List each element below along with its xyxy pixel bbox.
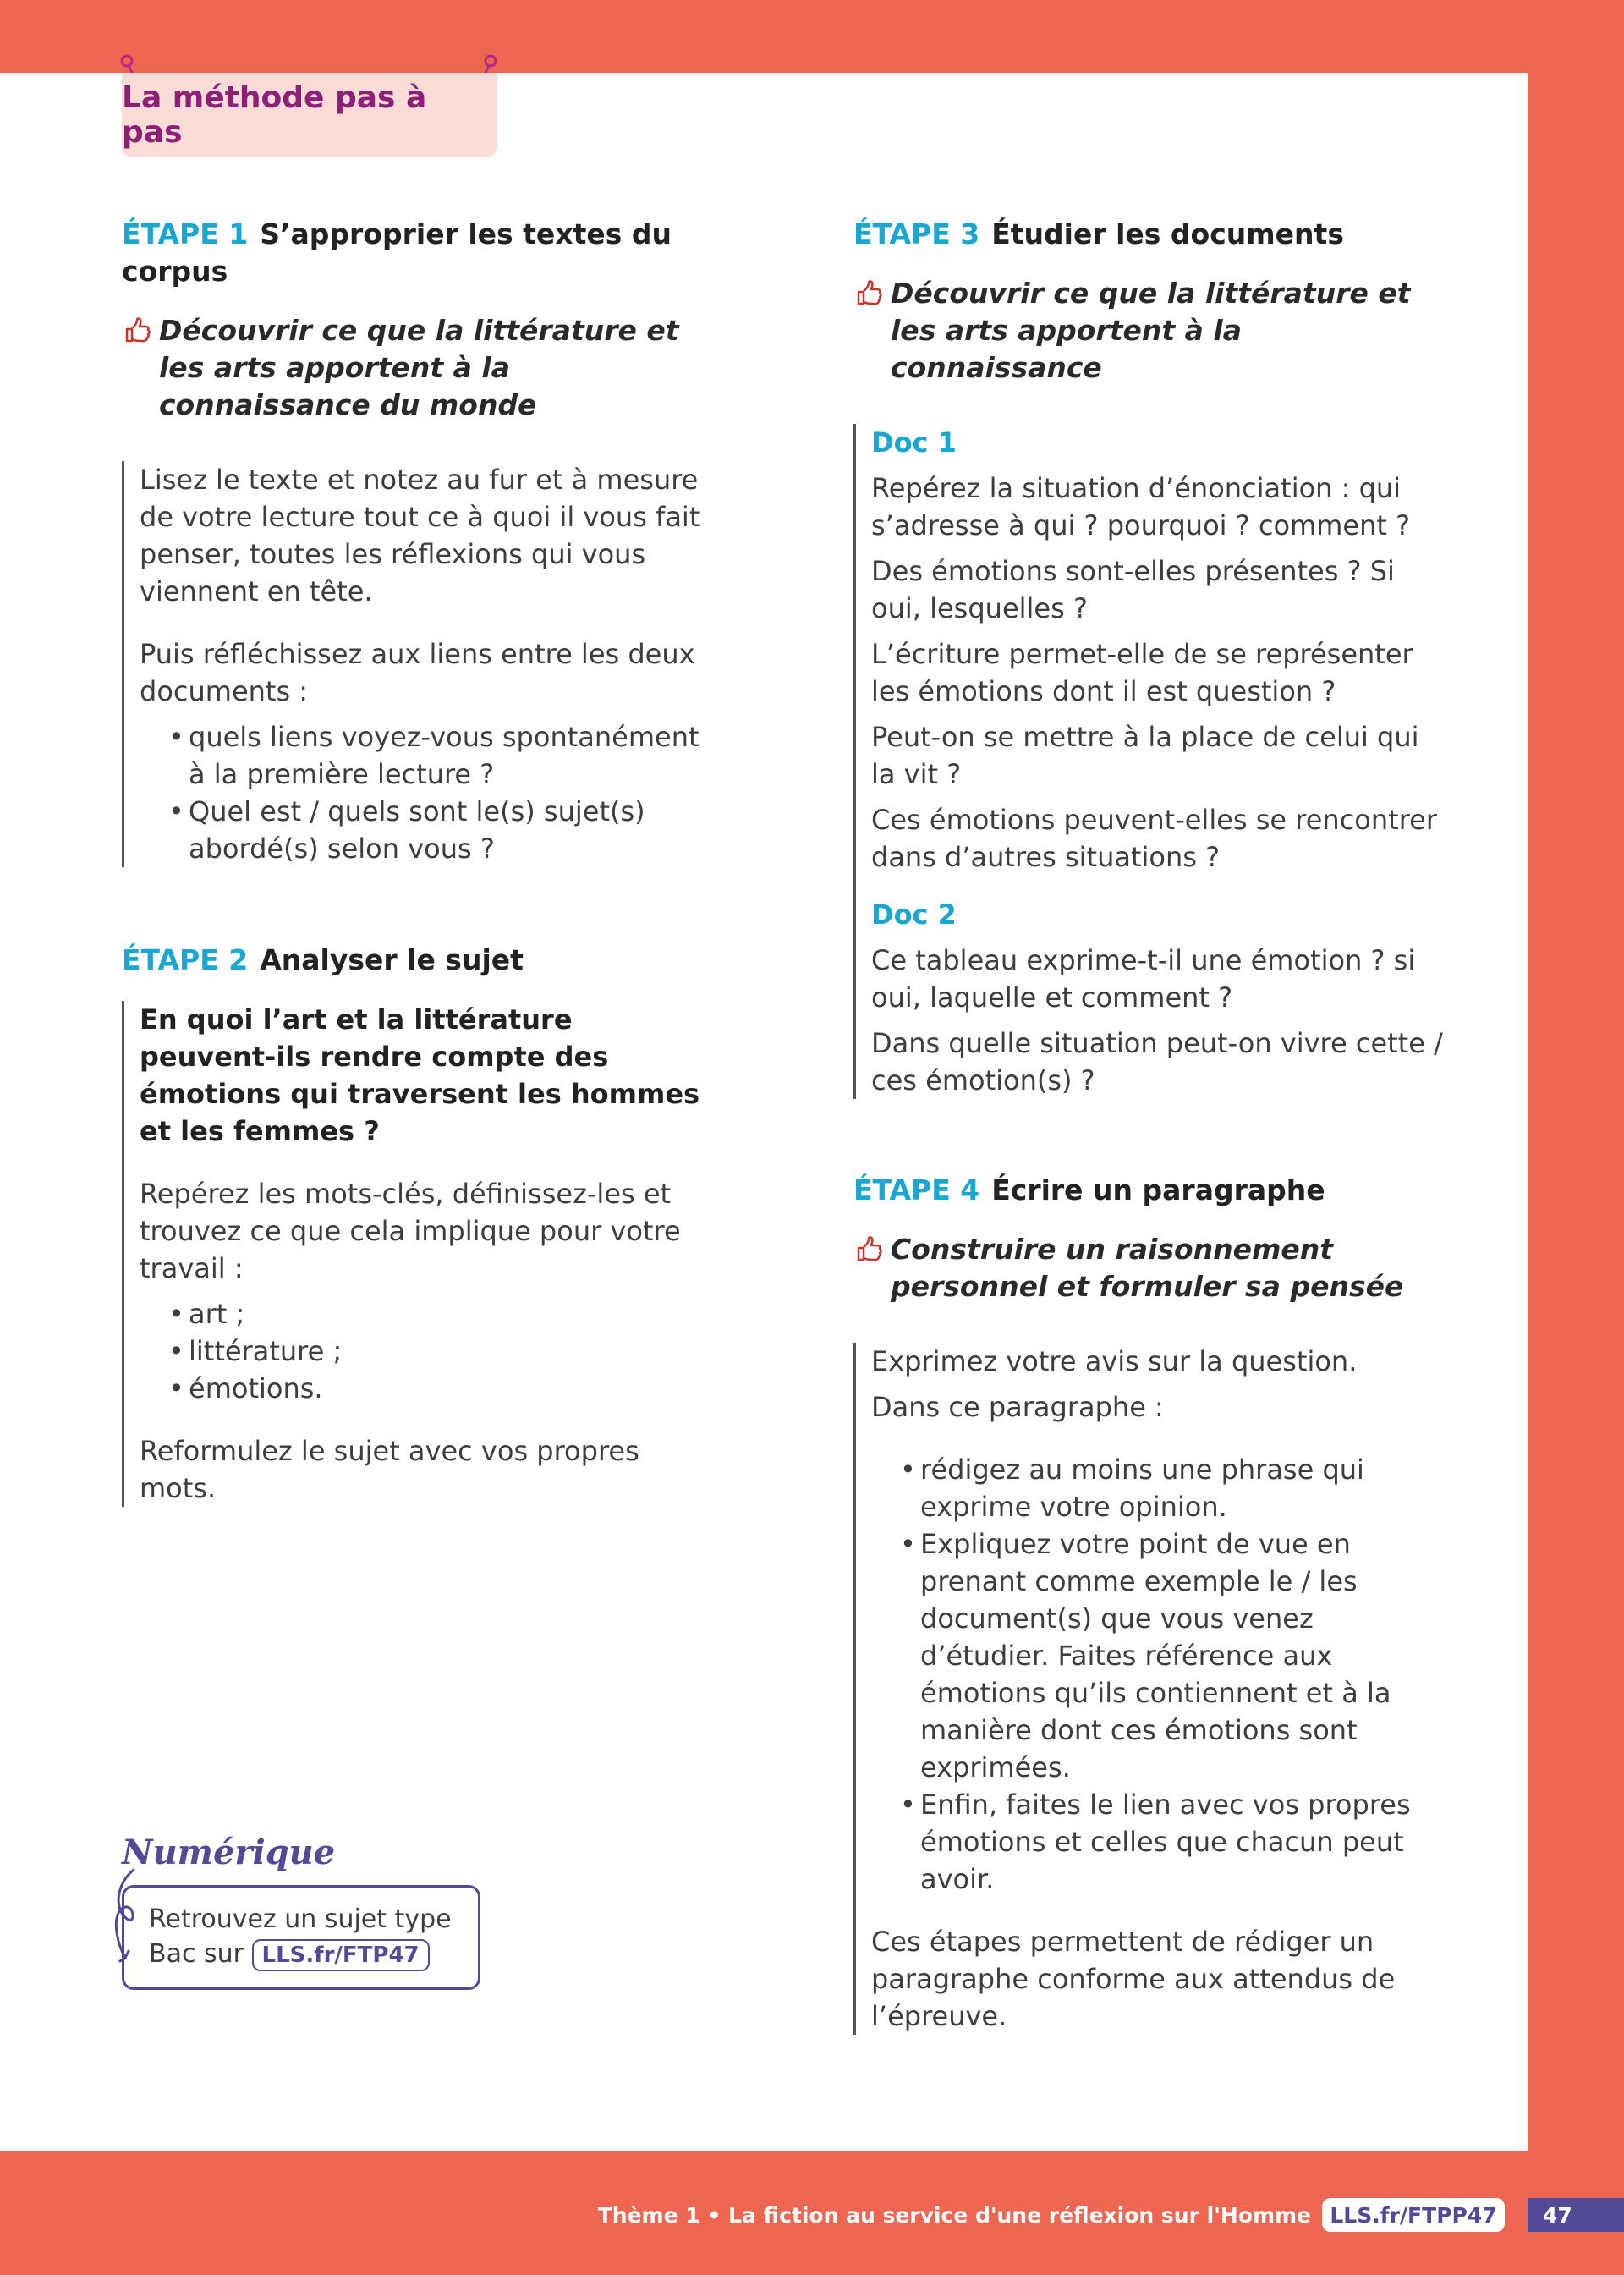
list-item: • rédigez au moins une phrase qui exprime votre opinion. (871, 1451, 1446, 1525)
step2-paragraph: Reformulez le sujet avec vos propres mots. (140, 1435, 639, 1504)
step1-title: S’approprier les textes du corpus (122, 217, 672, 288)
list-item: • art ; (140, 1295, 714, 1333)
doc1-question: Ces émotions peuvent-elles se rencontrer dans d’autres situations ? (871, 804, 1437, 873)
step1-block (122, 461, 714, 867)
list-item: • quels liens voyez-vous spontanément à la première lecture ? (140, 718, 714, 793)
step3-block (853, 424, 1446, 1099)
step2-label: ÉTAPE 2 (122, 943, 249, 976)
step4-title: Écrire un paragraphe (991, 1173, 1325, 1206)
footer (0, 2151, 1624, 2275)
page-number: 47 (1528, 2198, 1624, 2232)
list-item: • Expliquez votre point de vue en prenant comme exemple le / les document(s) que vous venez d’étudier. Faites référence aux émotions qu’ils contiennent et à la manière dont ces émotions sont exprimées. (871, 1525, 1446, 1786)
step4-paragraph: Ces étapes permettent de rédiger un paragraphe conforme aux attendus de l’épreuve. (871, 1926, 1396, 2032)
doc1-label: Doc 1 (871, 426, 957, 459)
step2-block (122, 1001, 714, 1507)
list-item: • émotions. (140, 1370, 714, 1407)
doc1-question: Peut-on se mettre à la place de celui qui la vit ? (871, 721, 1419, 790)
step4-paragraph: Exprimez votre avis sur la question. (871, 1345, 1358, 1377)
numerique-line2 (149, 1937, 452, 1971)
step1-objective-text: Découvrir ce que la littérature et les arts apportent à la connaissance du monde (159, 314, 679, 421)
thumbs-up-icon (853, 278, 884, 309)
numerique-box (108, 1833, 480, 1993)
step4-label: ÉTAPE 4 (853, 1173, 980, 1206)
step2-heading (122, 942, 714, 979)
step2-list (140, 1295, 714, 1407)
doc2-question: Dans quelle situation peut-on vivre cette / ces émotion(s) ? (871, 1027, 1443, 1096)
numerique-text (149, 1902, 452, 1971)
step1-list (140, 718, 714, 867)
step1-heading (122, 216, 714, 290)
step3-objective (853, 275, 1446, 387)
doc1-question: Repérez la situation d’énonciation : qui s’adresse à qui ? pourquoi ? comment ? (871, 472, 1411, 541)
step1-label: ÉTAPE 1 (122, 217, 249, 250)
step3-title: Étudier les documents (991, 217, 1344, 250)
footer-theme: Thème 1 • La fiction au service d'une réflexion sur l'Homme (597, 2203, 1311, 2228)
step4-objective-text: Construire un raisonnement personnel et formuler sa pensée (891, 1233, 1404, 1303)
footer-link[interactable]: LLS.fr/FTPP47 (1322, 2198, 1505, 2232)
step3-heading (853, 216, 1446, 253)
thumbs-up-icon (853, 1234, 884, 1265)
step4-paragraph: Dans ce paragraphe : (871, 1391, 1164, 1423)
right-column (853, 216, 1446, 2035)
doc2-question: Ce tableau exprime-t-il une émotion ? si oui, laquelle et comment ? (871, 944, 1416, 1014)
step1-paragraph: Puis réfléchissez aux liens entre les deux documents : (140, 638, 695, 707)
curl-icon (108, 1866, 142, 1968)
step2-title: Analyser le sujet (260, 943, 524, 976)
left-column (122, 216, 714, 1507)
method-tab (122, 73, 497, 157)
doc2-label: Doc 2 (871, 898, 957, 931)
step1-objective (122, 312, 714, 424)
numerique-title: Numérique (122, 1833, 336, 1872)
method-title: La méthode pas à pas (122, 80, 427, 150)
step4-objective (853, 1231, 1446, 1305)
step4-block (853, 1343, 1446, 2035)
step4-list (871, 1451, 1446, 1898)
step2-paragraph: Repérez les mots-clés, définissez-les et trouvez ce que cela implique pour votre travail : (140, 1178, 681, 1284)
step3-label: ÉTAPE 3 (853, 217, 980, 250)
doc1-question: L’écriture permet-elle de se représenter les émotions dont il est question ? (871, 638, 1413, 707)
list-item: • littérature ; (140, 1333, 714, 1370)
thumbs-up-icon (122, 316, 152, 346)
step4-heading (853, 1172, 1446, 1209)
step3-objective-text: Découvrir ce que la littérature et les arts apportent à la connaissance (891, 277, 1411, 384)
numerique-link[interactable]: LLS.fr/FTP47 (252, 1939, 430, 1971)
numerique-line1: Retrouvez un sujet type (149, 1904, 452, 1934)
numerique-line2-text: Bac sur (149, 1939, 244, 1969)
doc1-question: Des émotions sont-elles présentes ? Si oui, lesquelles ? (871, 555, 1395, 624)
step1-paragraph: Lisez le texte et notez au fur et à mesure de votre lecture tout ce à quoi il vous fait penser, toutes les réflexions qui vous viennent en tête. (140, 464, 700, 607)
step2-question: En quoi l’art et la littérature peuvent-ils rendre compte des émotions qui traversent les hommes et les femmes ? (140, 1003, 700, 1147)
list-item: • Quel est / quels sont le(s) sujet(s) abordé(s) selon vous ? (140, 793, 714, 867)
list-item: • Enfin, faites le lien avec vos propres émotions et celles que chacun peut avoir. (871, 1786, 1446, 1898)
